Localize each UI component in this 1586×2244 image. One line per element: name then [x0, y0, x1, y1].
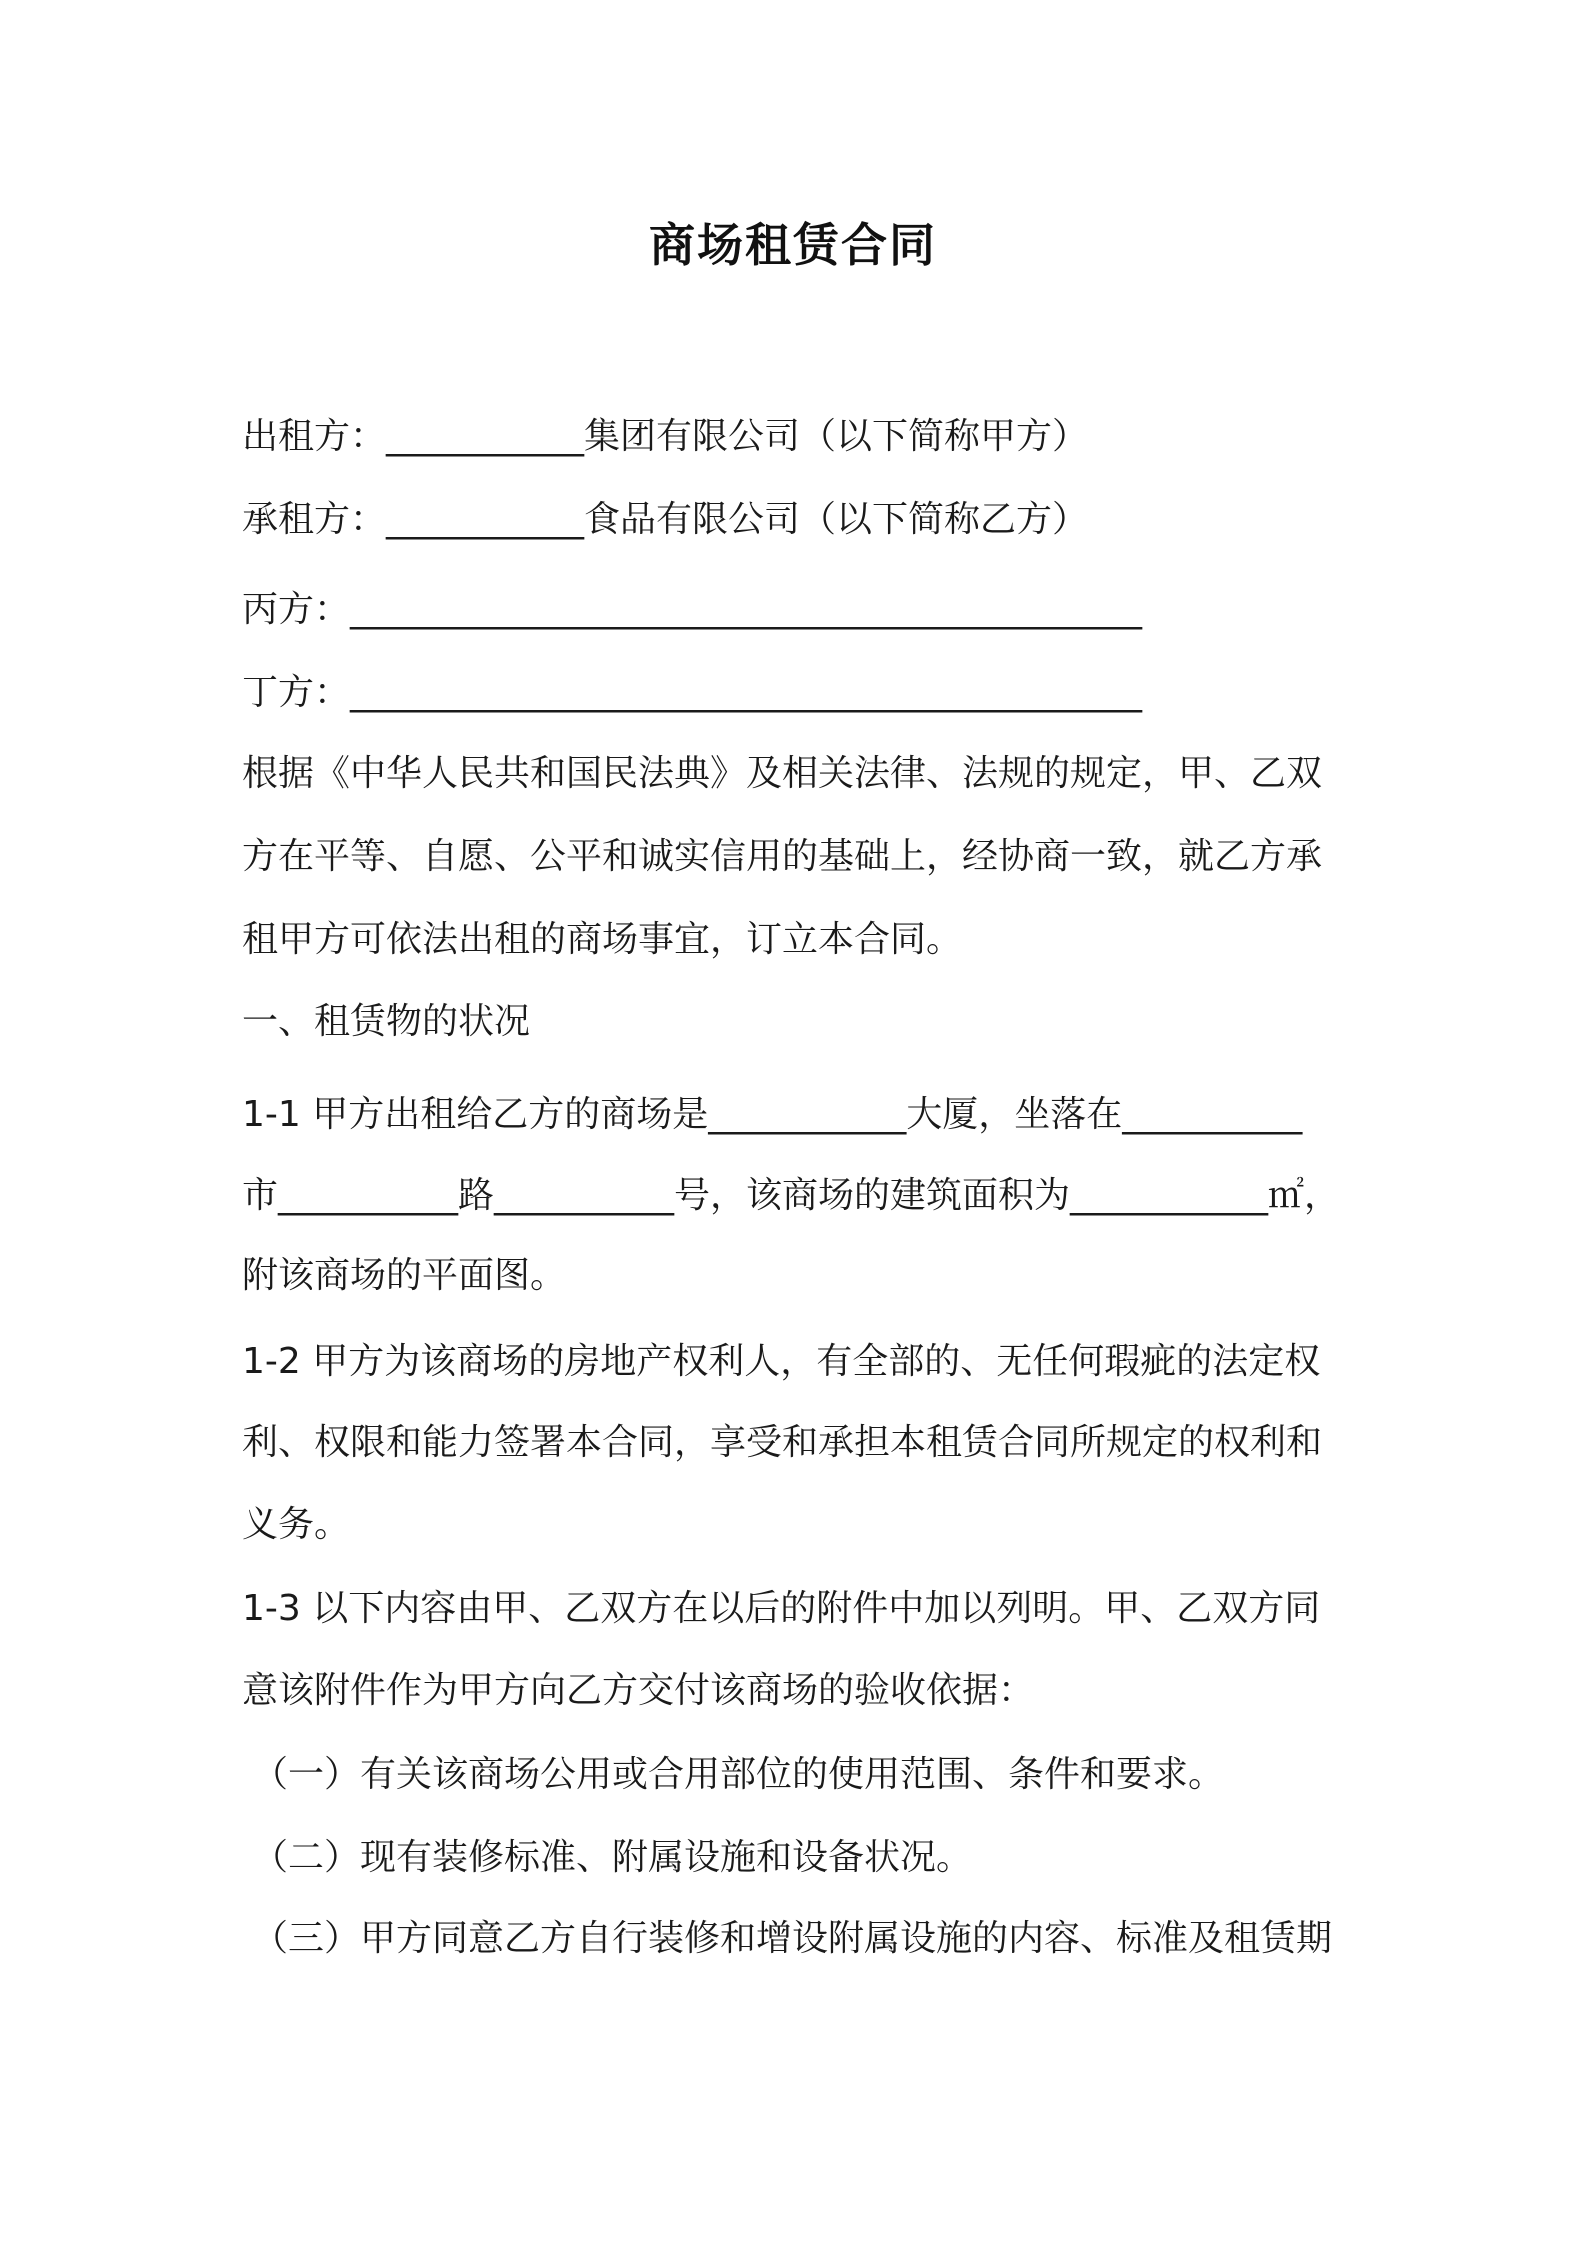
- clause-1-1-line-1: 1-1 甲方出租给乙方的商场是___________大厦，坐落在__________: [242, 1094, 1303, 1135]
- preamble-line-3: 租甲方可依法出租的商场事宜，订立本合同。: [242, 919, 963, 960]
- preamble-line-1: 根据《中华人民共和国民法典》及相关法律、法规的规定，甲、乙双: [242, 753, 1323, 794]
- lessor-line: 出租方：___________集团有限公司（以下简称甲方）: [242, 416, 1089, 457]
- preamble-line-2: 方在平等、自愿、公平和诚实信用的基础上，经协商一致，就乙方承: [242, 836, 1323, 877]
- clause-1-3-line-1: 1-3 以下内容由甲、乙双方在以后的附件中加以列明。甲、乙双方同: [242, 1588, 1321, 1629]
- lessee-line: 承租方：___________食品有限公司（以下简称乙方）: [242, 499, 1089, 540]
- document-title: 商场租赁合同: [649, 218, 937, 272]
- clause-1-2-line-2: 利、权限和能力签署本合同，享受和承担本租赁合同所规定的权利和: [242, 1422, 1323, 1463]
- clause-1-1-line-2: 市__________路__________号，该商场的建筑面积为___________㎡，: [242, 1175, 1341, 1216]
- party-c-line: 丙方：____________________________________________: [242, 589, 1143, 630]
- item-2: （二）现有装修标准、附属设施和设备状况。: [252, 1837, 973, 1878]
- clause-1-2-line-1: 1-2 甲方为该商场的房地产权利人，有全部的、无任何瑕疵的法定权: [242, 1341, 1321, 1382]
- clause-1-3-line-2: 意该附件作为甲方向乙方交付该商场的验收依据：: [242, 1670, 1035, 1711]
- party-d-line: 丁方：____________________________________________: [242, 672, 1143, 713]
- section-heading: 一、租赁物的状况: [242, 1001, 531, 1042]
- clause-1-2-line-3: 义务。: [242, 1504, 351, 1545]
- item-1: （一）有关该商场公用或合用部位的使用范围、条件和要求。: [252, 1754, 1225, 1795]
- clause-1-1-line-3: 附该商场的平面图。: [242, 1255, 567, 1296]
- item-3: （三）甲方同意乙方自行装修和增设附属设施的内容、标准及租赁期: [252, 1918, 1333, 1959]
